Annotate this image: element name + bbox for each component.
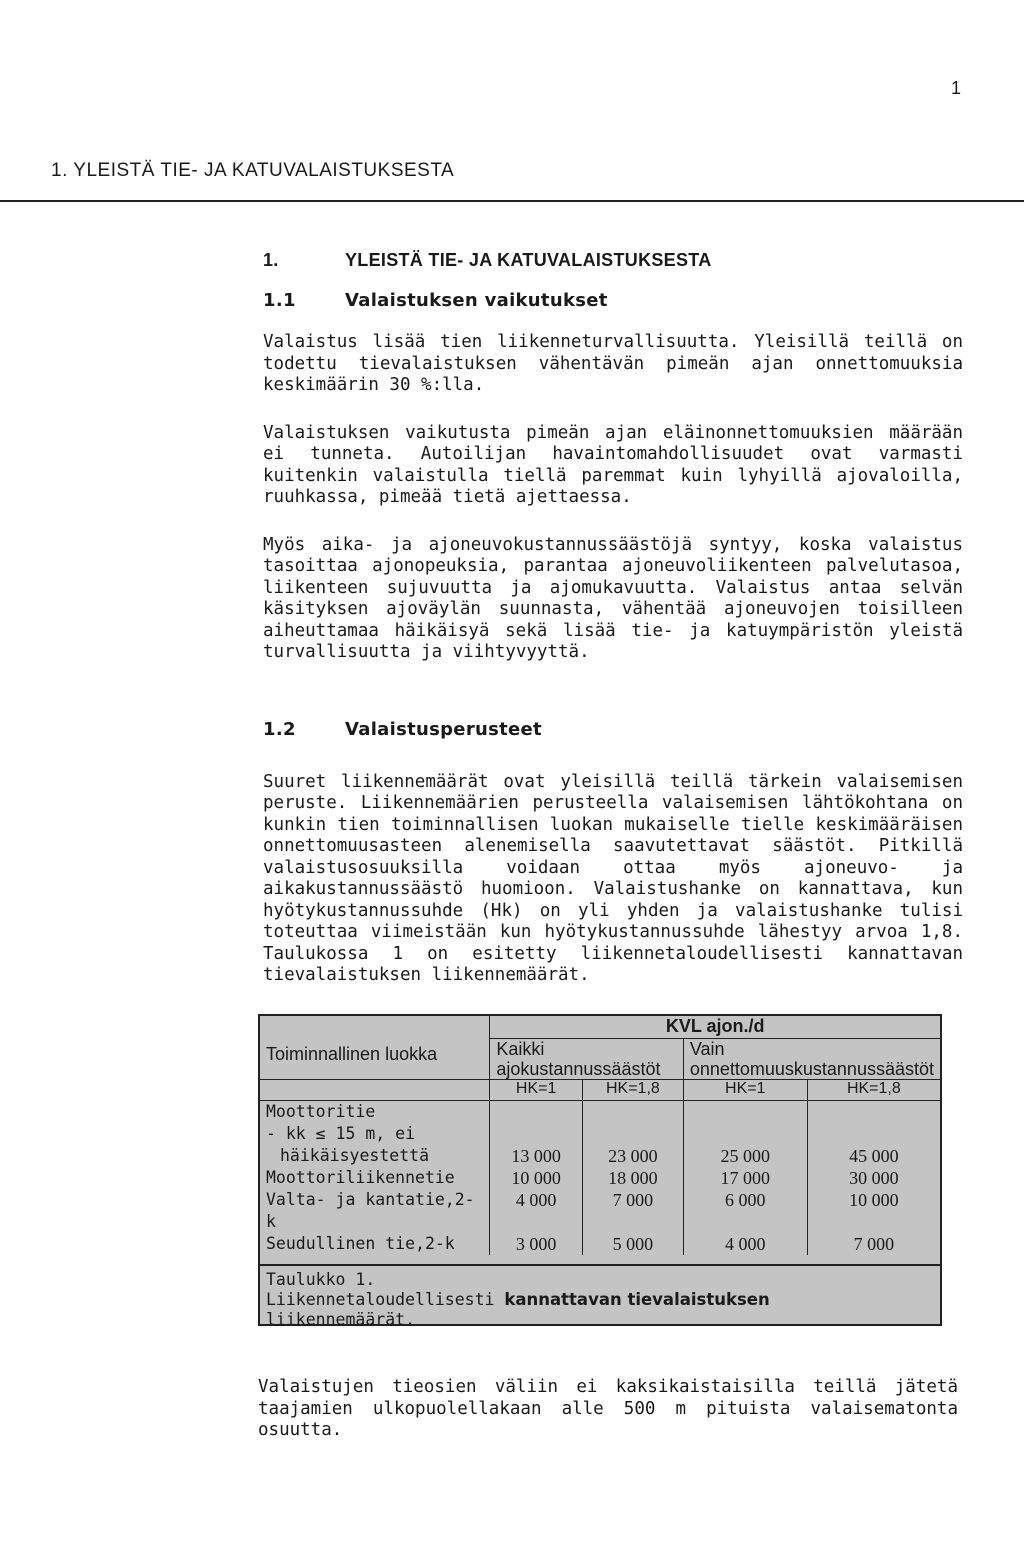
value-cell: 18 000 bbox=[582, 1167, 683, 1189]
value-cell: 5 000 bbox=[582, 1233, 683, 1255]
value-cell: 13 000 bbox=[490, 1101, 583, 1168]
section-title: Valaistusperusteet bbox=[345, 719, 542, 740]
class-label: Moottoritie bbox=[266, 1102, 376, 1121]
table-row bbox=[260, 1167, 940, 1189]
hk-label: HK=1 bbox=[683, 1080, 807, 1101]
value-cell: 6 000 bbox=[683, 1189, 807, 1233]
class-label: häikäisyestettä bbox=[280, 1146, 430, 1165]
header-rule bbox=[0, 200, 1024, 202]
hk-label: HK=1,8 bbox=[807, 1080, 940, 1101]
section-heading-1-1 bbox=[263, 280, 963, 320]
paragraph: Valaistuksen vaikutusta pimeän ajan eläinonnettomuuksien määrään ei tunneta. Autoilijan havaintomahdollisuudet ovat varmasti kuitenkin valaistulla tiellä paremmat kuin lyhyillä ajovaloilla, ruuhkassa, pimeää tietä ajettaessa. bbox=[263, 422, 963, 507]
value-cell: 17 000 bbox=[683, 1167, 807, 1189]
table-caption bbox=[260, 1264, 940, 1334]
section-number: 1.2 bbox=[263, 719, 296, 740]
table-row bbox=[260, 1189, 940, 1233]
caption-text: liikennemäärät. bbox=[266, 1310, 416, 1329]
closing-paragraph-wrap bbox=[258, 1377, 958, 1468]
value-cell: 3 000 bbox=[490, 1233, 583, 1255]
class-label: Moottoriliikennetie bbox=[266, 1168, 455, 1187]
running-header: 1. YLEISTÄ TIE- JA KATUVALAISTUKSESTA bbox=[51, 160, 455, 181]
chapter-heading bbox=[263, 240, 963, 280]
chapter-number: 1. bbox=[263, 249, 279, 270]
hk-label: HK=1,8 bbox=[582, 1080, 683, 1101]
traffic-volume-table bbox=[258, 1014, 942, 1329]
value-cell: 7 000 bbox=[807, 1233, 940, 1255]
chapter-title: YLEISTÄ TIE- JA KATUVALAISTUKSESTA bbox=[345, 249, 712, 270]
group-header-accident-costs: Vain onnettomuuskustannussäästöt bbox=[683, 1039, 940, 1080]
paragraph: Myös aika- ja ajoneuvokustannussäästöjä syntyy, koska valaistus tasoittaa ajonopeuksia, parantaa ajoneuvoliikenteen palvelutasoa, liikenteen sujuvuutta ja ajomukavuutta. Valaistus antaa selvän käsityksen ajoväylän suunnasta, vähentää ajoneuvojen toisilleen aiheuttamaa häikäisyä sekä lisää tie- ja katuympäristön yleistä turvallisuutta ja viihtyvyyttä. bbox=[263, 534, 963, 662]
value-cell: 23 000 bbox=[582, 1101, 683, 1168]
caption-text: Liikennetaloudellisesti bbox=[266, 1290, 495, 1309]
table-row bbox=[260, 1101, 940, 1168]
section-heading-1-2 bbox=[263, 710, 963, 750]
value-cell: 4 000 bbox=[683, 1233, 807, 1255]
section-number: 1.1 bbox=[263, 289, 296, 311]
section-title: Valaistuksen vaikutukset bbox=[345, 289, 608, 311]
value-cell: 25 000 bbox=[683, 1101, 807, 1168]
hk-label: HK=1 bbox=[490, 1080, 583, 1101]
kvl-header: KVL ajon./d bbox=[490, 1016, 940, 1039]
value-cell: 30 000 bbox=[807, 1167, 940, 1189]
caption-label: Taulukko 1. bbox=[266, 1270, 376, 1289]
page-number: 1 bbox=[951, 78, 962, 98]
paragraph: Suuret liikennemäärät ovat yleisillä teillä tärkein valaisemisen peruste. Liikennemäärien perusteella valaisemisen lähtökohtana on kunkin tien toiminnallisen luokan mukaiselle tielle keskimääräisen onnettomuusasteen alenemisella saavutettavat säästöt. Pitkillä valaistusosuuksilla voidaan ottaa myös ajoneuvo- ja aikakustannussäästö huomioon. Valaistushanke on kannattava, kun hyötykustannussuhde (Hk) on yli yhden ja valaistushanke tulisi toteuttaa viimeistään kun hyötykustannussuhde lähestyy arvoa 1,8. Taulukossa 1 on esitetty liikennetaloudellisesti kannattavan tievalaistuksen liikennemäärät. bbox=[263, 771, 963, 985]
value-cell: 10 000 bbox=[490, 1167, 583, 1189]
paragraph: Valaistus lisää tien liikenneturvallisuutta. Yleisillä teillä on todettu tievalaistuksen vähentävän pimeän ajan onnettomuuksia keskimäärin 30 %:lla. bbox=[263, 332, 963, 395]
group-header-all-costs: Kaikki ajokustannussäästöt bbox=[490, 1039, 683, 1080]
class-header: Toiminnallinen luokka bbox=[266, 1044, 438, 1064]
value-cell: 4 000 bbox=[490, 1189, 583, 1233]
paragraph: Valaistujen tieosien väliin ei kaksikaistaisilla teillä jätetä taajamien ulkopuolellakaan alle 500 m pituista valaisematonta osuutta. bbox=[258, 1377, 958, 1440]
table-row bbox=[260, 1233, 940, 1255]
value-cell: 7 000 bbox=[582, 1189, 683, 1233]
class-label: Valta- ja kantatie,2-k bbox=[266, 1190, 475, 1231]
main-content bbox=[263, 240, 963, 1013]
class-label: - kk ≤ 15 m, ei bbox=[266, 1124, 416, 1143]
caption-text-bold: kannattavan tievalaistuksen bbox=[504, 1290, 770, 1309]
class-label: Seudullinen tie,2-k bbox=[266, 1234, 455, 1253]
value-cell: 45 000 bbox=[807, 1101, 940, 1168]
value-cell: 10 000 bbox=[807, 1189, 940, 1233]
